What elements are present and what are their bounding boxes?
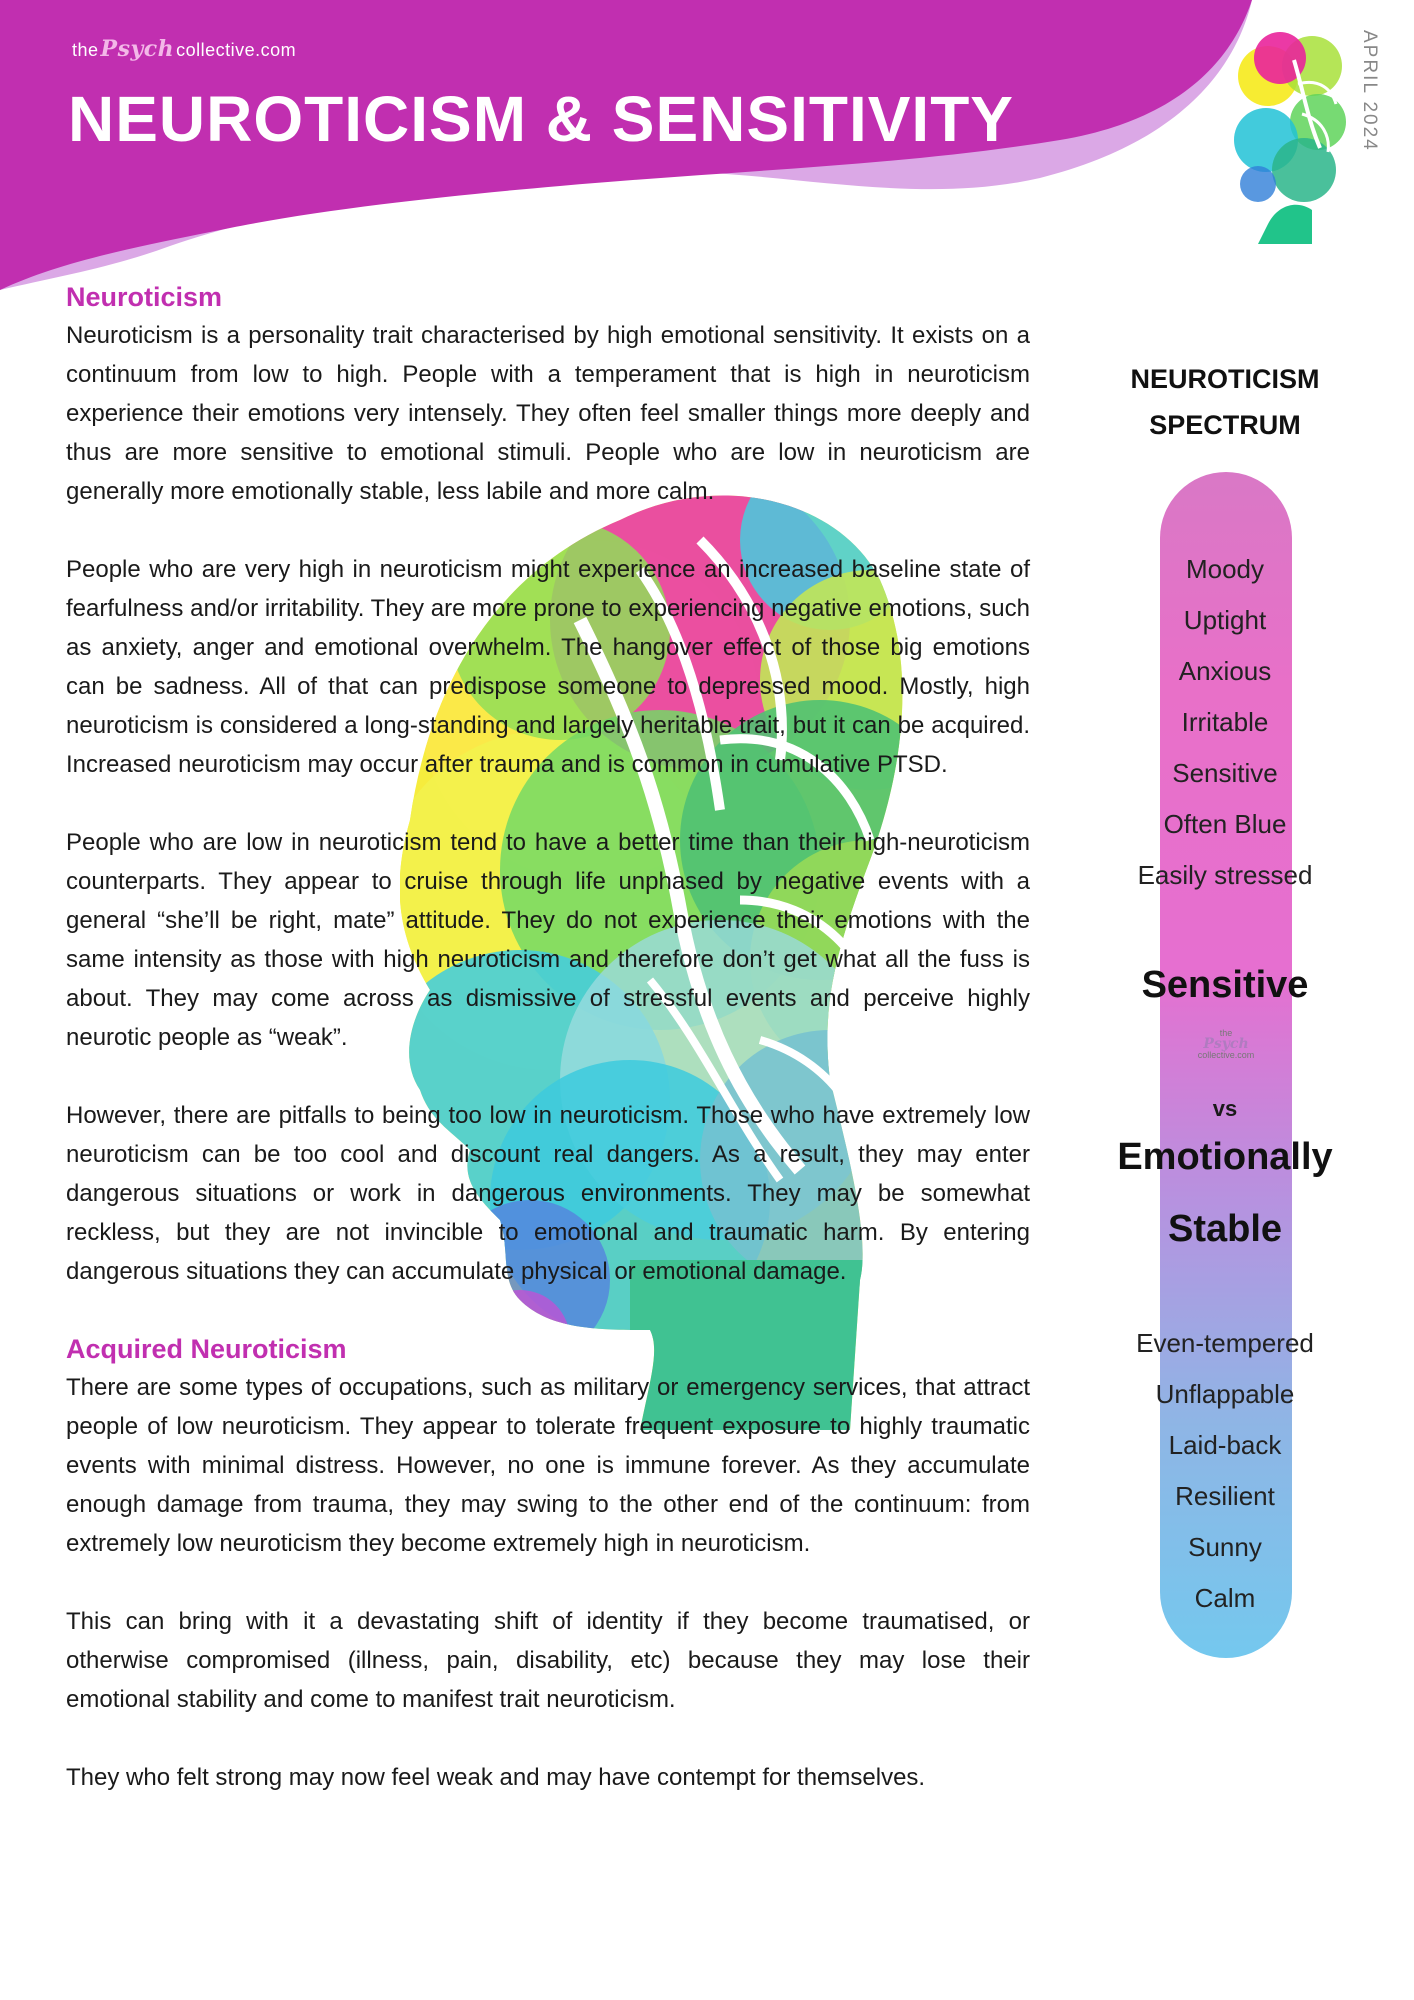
mini-brand-name: Psych [1203,1036,1249,1052]
high-end-label: Sensitive [1141,964,1309,1006]
trait-item: Anxious [1178,656,1272,686]
paragraph: However, there are pitfalls to being too low in neuroticism. Those who have extremely low neuroticism can be too cool and discount real dangers. As a result, they may enter dangerous situations or work in dangerous environments. They may be somewhat reckless, but they are not invincible to emotional and traumatic harm. By entering dangerous situations they can accumulate physical or emotional damage. [66,1102,1030,1285]
spectrum-heading-line2: SPECTRUM [1149,410,1301,440]
paragraph: People who are very high in neuroticism might experience an increased baseline state of fearfulness and/or irritability. They are more prone to experiencing negative emotions, such as anxiety, anger and emotional overwhelm. The hangover effect of those big emotions can be sadness. All of that can predispose someone to depressed mood. Mostly, high neuroticism is considered a long-standing and largely heritable trait, but it can be acquired. Increased neuroticism may occur after trauma and is common in cumulative PTSD. [66,556,1030,778]
paragraph: Neuroticism is a personality trait characterised by high emotional sensitivity. It exists on a continuum from low to high. People with a temperament that is high in neuroticism experience their emotions very intensely. They often feel smaller things more deeply and thus are more sensitive to emotional stimuli. People who are low in neuroticism are generally more emotionally stable, less labile and more calm. [66,322,1030,505]
main-text-column [66,278,1030,1797]
trait-item: Calm [1194,1583,1256,1613]
brand-suffix: collective.com [176,40,297,60]
low-end-label-line1: Emotionally [1117,1136,1333,1178]
page-title: NEUROTICISM & SENSITIVITY [68,83,1014,155]
mini-brand-prefix: the [1219,1028,1233,1038]
paragraph: They who felt strong may now feel weak and may have contempt for themselves. [66,1764,926,1791]
trait-item: Even-tempered [1136,1328,1314,1358]
versus-label: vs [1212,1096,1238,1121]
high-neuroticism-traits [1110,544,1340,901]
trait-item: Moody [1185,554,1265,584]
low-neuroticism-traits [1110,1318,1340,1624]
brand-wordmark [72,36,296,62]
trait-item: Easily stressed [1137,860,1313,890]
trait-item: Uptight [1183,605,1267,635]
trait-item: Resilient [1175,1481,1275,1511]
brand-prefix: the [72,40,99,60]
trait-item: Laid-back [1168,1430,1282,1460]
trait-item: Sunny [1188,1532,1262,1562]
trait-item: Unflappable [1155,1379,1295,1409]
paragraph: This can bring with it a devastating shift of identity if they become traumatised, or otherwise compromised (illness, pain, disability, etc) because they may lose their emotional stability and come to manifest trait neuroticism. [66,1608,1030,1713]
paragraph: People who are low in neuroticism tend to have a better time than their high-neuroticism counterparts. They appear to cruise through life unphased by negative events with a general “she’ll be right, mate” attitude. They do not experience their emotions with the same intensity as those with high neuroticism and therefore don’t get what all the fuss is about. They may come across as dismissive of stressful events and perceive highly neurotic people as “weak”. [66,829,1030,1051]
trait-item: Sensitive [1172,758,1278,788]
trait-item: Irritable [1181,707,1269,737]
mini-brand-suffix: collective.com [1197,1050,1255,1060]
mini-brand-logo [1190,1028,1262,1061]
colorful-head-logo-icon [1228,24,1350,244]
spectrum-heading-line1: NEUROTICISM [1130,364,1320,394]
low-end-label-line2: Stable [1167,1208,1283,1250]
issue-date: APRIL 2024 [1359,30,1380,152]
brand-name: Psych [100,36,175,62]
section-heading-acquired: Acquired Neuroticism [66,1334,347,1364]
section-heading-neuroticism: Neuroticism [66,282,223,312]
trait-item: Often Blue [1163,809,1287,839]
spectrum-heading [1110,356,1340,448]
paragraph: There are some types of occupations, such as military or emergency services, that attract people of low neuroticism. They appear to tolerate frequent exposure to highly traumatic events with minimal distress. However, no one is immune forever. As they accumulate enough damage from trauma, they may swing to the other end of the continuum: from extremely low neuroticism they become extremely high in neuroticism. [66,1374,1030,1557]
